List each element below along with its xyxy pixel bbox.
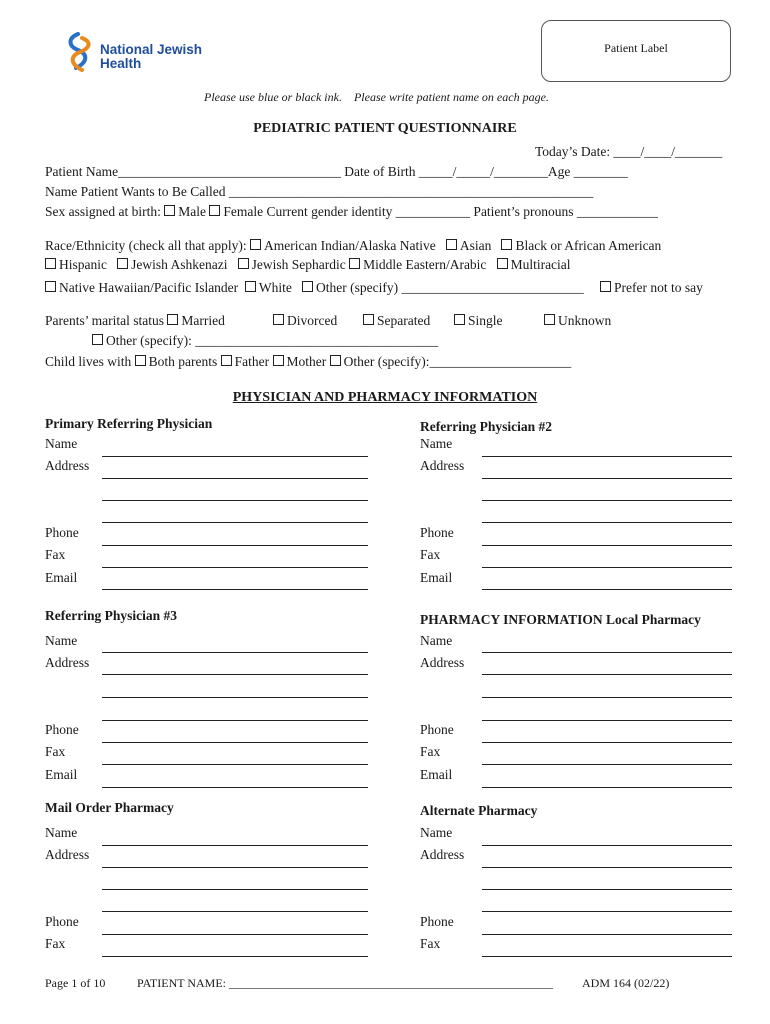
lives-checkbox[interactable] [273, 355, 284, 366]
logo-line-2: Health [100, 56, 142, 71]
race-label: Race/Ethnicity (check all that apply): [45, 238, 247, 253]
fill-line[interactable] [102, 911, 368, 912]
fill-line[interactable] [102, 589, 368, 590]
race-checkbox[interactable] [238, 258, 249, 269]
lives-checkbox[interactable] [135, 355, 146, 366]
logo [62, 32, 232, 74]
field-label: Fax [420, 936, 441, 951]
race-checkbox[interactable] [45, 258, 56, 269]
logo-line-1: National Jewish [100, 42, 203, 57]
marital-option: Separated [377, 313, 431, 328]
male-checkbox[interactable] [164, 205, 175, 216]
sex-label: Sex assigned at birth: [45, 204, 161, 219]
logo-mark-icon [62, 32, 96, 74]
field-label: Phone [45, 914, 79, 929]
field-label: Name [420, 436, 453, 451]
fill-line[interactable] [482, 652, 732, 653]
field-label: Phone [45, 525, 79, 540]
fill-line[interactable] [482, 522, 732, 523]
fill-line[interactable] [482, 478, 732, 479]
race-option: Prefer not to say [614, 280, 703, 295]
race-row-1 [45, 238, 661, 254]
patient-name-dob-age[interactable]: Patient Name_________________________________ Date of Birth _____/_____/________Age ________ [45, 164, 628, 179]
field-label: Fax [45, 744, 66, 759]
lives-option: Father [234, 354, 270, 369]
field-label: Email [420, 767, 453, 782]
field-label: Name [45, 633, 78, 648]
race-row-2 [45, 257, 571, 273]
marital-option: Divorced [287, 313, 338, 328]
fill-line[interactable] [102, 845, 368, 846]
marital-checkbox[interactable] [167, 314, 178, 325]
race-checkbox[interactable] [501, 239, 512, 250]
race-option: Multiracial [510, 257, 571, 272]
fill-line[interactable] [482, 589, 732, 590]
fill-line[interactable] [102, 697, 368, 698]
field-label: Phone [45, 722, 79, 737]
race-checkbox[interactable] [349, 258, 360, 269]
marital-option: Single [468, 313, 503, 328]
marital-option: Unknown [558, 313, 612, 328]
race-row-3 [45, 280, 584, 296]
fill-line[interactable] [482, 500, 732, 501]
race-option: White [258, 280, 292, 295]
field-label: Fax [420, 744, 441, 759]
block-heading: Mail Order Pharmacy [45, 800, 174, 815]
race-option: Hispanic [59, 257, 107, 272]
marital-checkbox[interactable] [273, 314, 284, 325]
field-label: Address [420, 458, 465, 473]
fill-line[interactable] [102, 720, 368, 721]
field-label: Fax [45, 936, 66, 951]
field-label: Name [420, 825, 453, 840]
marital-option: Married [181, 313, 225, 328]
fill-line[interactable] [102, 956, 368, 957]
field-label: Address [45, 847, 90, 862]
fill-line[interactable] [102, 456, 368, 457]
fill-line[interactable] [482, 545, 732, 546]
marital-checkbox[interactable] [454, 314, 465, 325]
todays-date[interactable]: Today’s Date: ____/____/_______ [535, 144, 723, 159]
fill-line[interactable] [482, 567, 732, 568]
fill-line[interactable] [102, 478, 368, 479]
fill-line[interactable] [482, 697, 732, 698]
lives-label: Child lives with [45, 354, 132, 369]
field-label: Name [45, 825, 78, 840]
footer-patient-name[interactable]: PATIENT NAME: ______________________________________________________ [137, 976, 554, 990]
race-checkbox[interactable] [446, 239, 457, 250]
race-other-specify[interactable]: Other (specify) ___________________________ [316, 280, 584, 295]
race-checkbox[interactable] [245, 281, 256, 292]
field-label: Address [45, 655, 90, 670]
name-patient-wants[interactable]: Name Patient Wants to Be Called ______________________________________________________ [45, 184, 594, 199]
lives-checkbox[interactable] [221, 355, 232, 366]
fill-line[interactable] [482, 911, 732, 912]
field-label: Email [45, 767, 78, 782]
field-label: Phone [420, 525, 454, 540]
form-title: PEDIATRIC PATIENT QUESTIONNAIRE [253, 121, 517, 136]
field-label: Email [420, 570, 453, 585]
fill-line[interactable] [102, 867, 368, 868]
marital-label: Parents’ marital status [45, 313, 164, 328]
field-label: Address [420, 655, 465, 670]
lives-option: Mother [286, 354, 327, 369]
fill-line[interactable] [482, 787, 732, 788]
race-option: American Indian/Alaska Native [264, 238, 436, 253]
field-label: Phone [420, 722, 454, 737]
block-heading: Alternate Pharmacy [420, 803, 538, 818]
marital-other-row [92, 333, 438, 349]
block-heading: Primary Referring Physician [45, 416, 213, 431]
fill-line[interactable] [102, 567, 368, 568]
marital-other[interactable]: Other (specify): ____________________________________ [106, 333, 439, 348]
field-label: Address [45, 458, 90, 473]
race-checkbox[interactable] [497, 258, 508, 269]
field-label: Email [45, 570, 78, 585]
race-checkbox[interactable] [600, 281, 611, 292]
fill-line[interactable] [102, 742, 368, 743]
fill-line[interactable] [102, 934, 368, 935]
fill-line[interactable] [482, 845, 732, 846]
fill-line[interactable] [102, 500, 368, 501]
race-option: Native Hawaiian/Pacific Islander [59, 280, 239, 295]
fill-line[interactable] [102, 764, 368, 765]
race-checkbox[interactable] [45, 281, 56, 292]
ink-instructions: Please use blue or black ink. Please write patient name on each page. [204, 90, 549, 104]
fill-line[interactable] [482, 720, 732, 721]
race-option: Black or African American [515, 238, 662, 253]
race-checkbox[interactable] [117, 258, 128, 269]
fill-line[interactable] [102, 652, 368, 653]
fill-line[interactable] [102, 787, 368, 788]
marital-checkbox[interactable] [363, 314, 374, 325]
block-heading: Referring Physician #2 [420, 419, 552, 434]
prefer-not-to-say [600, 280, 703, 296]
physician-section-title: PHYSICIAN AND PHARMACY INFORMATION [232, 390, 538, 405]
field-label: Fax [45, 547, 66, 562]
sex-row [45, 204, 658, 220]
footer-form-code: ADM 164 (02/22) [582, 976, 670, 990]
race-checkbox[interactable] [302, 281, 313, 292]
block-heading: PHARMACY INFORMATION Local Pharmacy [420, 612, 701, 627]
fill-line[interactable] [102, 674, 368, 675]
lives-other[interactable]: Other (specify):_____________________ [343, 354, 572, 369]
fill-line[interactable] [482, 867, 732, 868]
field-label: Address [420, 847, 465, 862]
lives-option: Both parents [148, 354, 218, 369]
field-label: Phone [420, 914, 454, 929]
race-option: Asian [459, 238, 492, 253]
field-label: Name [420, 633, 453, 648]
block-heading: Referring Physician #3 [45, 608, 177, 623]
fill-line[interactable] [482, 764, 732, 765]
fill-line[interactable] [482, 742, 732, 743]
race-option: Jewish Sephardic [251, 257, 346, 272]
patient-label-text: Patient Label [604, 41, 668, 55]
field-label: Name [45, 436, 78, 451]
marital-row [45, 313, 725, 329]
race-option: Jewish Ashkenazi [131, 257, 228, 272]
fill-line[interactable] [482, 674, 732, 675]
child-lives-row [45, 354, 571, 370]
male-label: Male [178, 204, 206, 219]
fill-line[interactable] [102, 545, 368, 546]
fill-line[interactable] [102, 522, 368, 523]
female-gender-pronouns[interactable]: Female Current gender identity ___________ Patient’s pronouns ____________ [223, 204, 658, 219]
fill-line[interactable] [482, 889, 732, 890]
patient-label-box [541, 20, 731, 82]
field-label: Fax [420, 547, 441, 562]
marital-checkbox[interactable] [544, 314, 555, 325]
fill-line[interactable] [482, 456, 732, 457]
fill-line[interactable] [102, 889, 368, 890]
fill-line[interactable] [482, 956, 732, 957]
race-option: Middle Eastern/Arabic [363, 257, 487, 272]
race-checkbox[interactable] [250, 239, 261, 250]
marital-checkbox[interactable] [92, 334, 103, 345]
female-checkbox[interactable] [209, 205, 220, 216]
footer-page: Page 1 of 10 [45, 976, 106, 990]
lives-checkbox[interactable] [330, 355, 341, 366]
fill-line[interactable] [482, 934, 732, 935]
